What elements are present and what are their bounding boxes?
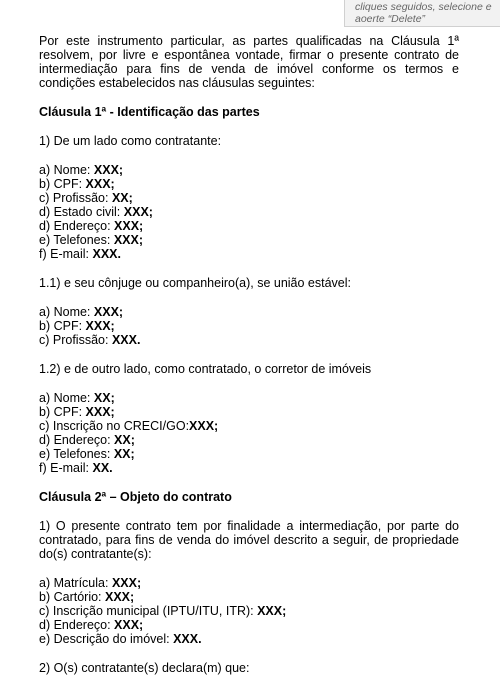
field-value: XX. <box>92 461 113 475</box>
field-value: XX; <box>111 191 133 205</box>
conjuge-intro: 1.1) e seu cônjuge ou companheiro(a), se união estável: <box>39 276 351 290</box>
field-line <box>39 405 459 419</box>
field-value: XXX; <box>114 219 144 233</box>
field-label: c) Profissão: <box>39 191 112 205</box>
field-line <box>39 632 459 646</box>
field-label: f) E-mail: <box>39 247 93 261</box>
field-value: XXX; <box>114 618 144 632</box>
field-line <box>39 177 459 191</box>
field-value: XXX; <box>85 405 115 419</box>
field-line <box>39 419 459 433</box>
field-label: b) CPF: <box>39 319 86 333</box>
field-line <box>39 604 459 618</box>
field-line <box>39 590 459 604</box>
field-value: XX; <box>93 391 115 405</box>
contratado-fields <box>39 391 459 475</box>
objeto-paragraph: 1) O presente contrato tem por finalidade a intermediação, por parte do contratado, para fins de venda do imóvel descrito a seguir, de propriedade do(s) contratante(s): <box>39 519 459 561</box>
field-label: a) Nome: <box>39 305 94 319</box>
imovel-fields <box>39 576 459 646</box>
field-label: c) Profissão: <box>39 333 112 347</box>
field-line <box>39 618 459 632</box>
field-label: a) Nome: <box>39 391 94 405</box>
field-line <box>39 305 459 319</box>
field-value: XXX; <box>111 576 142 590</box>
note-line-2: aoerte “Delete” <box>355 13 426 25</box>
field-value: XXX. <box>92 247 121 261</box>
field-label: d) Endereço: <box>39 219 115 233</box>
field-value: XXX; <box>93 305 124 319</box>
clause-2-heading: Cláusula 2ª – Objeto do contrato <box>39 490 232 504</box>
field-line <box>39 391 459 405</box>
note-line-1: cliques seguidos, selecione e <box>355 1 492 13</box>
field-value: XXX; <box>123 205 153 219</box>
field-line <box>39 447 459 461</box>
field-label: e) Descrição do imóvel: <box>39 632 174 646</box>
field-label: e) Telefones: <box>39 233 114 247</box>
field-label: b) CPF: <box>39 405 86 419</box>
field-value: XXX; <box>105 590 135 604</box>
field-line <box>39 247 459 261</box>
field-line <box>39 191 459 205</box>
field-value: XX; <box>114 433 135 447</box>
clause-1-heading: Cláusula 1ª - Identificação das partes <box>39 105 260 119</box>
field-value: XXX; <box>113 233 144 247</box>
field-label: b) Cartório: <box>39 590 105 604</box>
field-value: XXX; <box>257 604 287 618</box>
field-label: b) CPF: <box>39 177 86 191</box>
instruction-note <box>344 0 500 27</box>
field-label: a) Matrícula: <box>39 576 112 590</box>
field-label: c) Inscrição municipal (IPTU/ITU, ITR): <box>39 604 258 618</box>
field-value: XX; <box>113 447 135 461</box>
declaracao-paragraph: 2) O(s) contratante(s) declara(m) que: <box>39 661 250 675</box>
field-value: XXX. <box>173 632 202 646</box>
contratante-fields <box>39 163 459 261</box>
field-line <box>39 461 459 475</box>
contratado-intro: 1.2) e de outro lado, como contratado, o corretor de imóveis <box>39 362 372 376</box>
field-label: a) Nome: <box>39 163 94 177</box>
field-line <box>39 319 459 333</box>
field-value: XXX; <box>85 177 115 191</box>
field-line <box>39 233 459 247</box>
field-line <box>39 219 459 233</box>
field-value: XXX; <box>93 163 124 177</box>
field-label: f) E-mail: <box>39 461 93 475</box>
field-label: d) Endereço: <box>39 618 115 632</box>
field-line <box>39 205 459 219</box>
contract-document <box>39 34 459 690</box>
field-value: XXX; <box>189 419 219 433</box>
field-line <box>39 576 459 590</box>
field-label: c) Inscrição no CRECI/GO: <box>39 419 190 433</box>
field-line <box>39 333 459 347</box>
conjuge-fields <box>39 305 459 347</box>
field-label: d) Endereço: <box>39 433 115 447</box>
field-value: XXX; <box>85 319 115 333</box>
field-value: XXX. <box>111 333 141 347</box>
field-line <box>39 163 459 177</box>
contratante-intro: 1) De um lado como contratante: <box>39 134 222 148</box>
field-label: e) Telefones: <box>39 447 114 461</box>
field-line <box>39 433 459 447</box>
field-label: d) Estado civil: <box>39 205 124 219</box>
intro-paragraph: Por este instrumento particular, as partes qualificadas na Cláusula 1ª resolvem, por livre e espontânea vontade, firmar o presente contrato de intermediação para fins de venda de imóvel conforme os termos e condições estabelecidos nas cláusulas seguintes: <box>39 34 459 90</box>
